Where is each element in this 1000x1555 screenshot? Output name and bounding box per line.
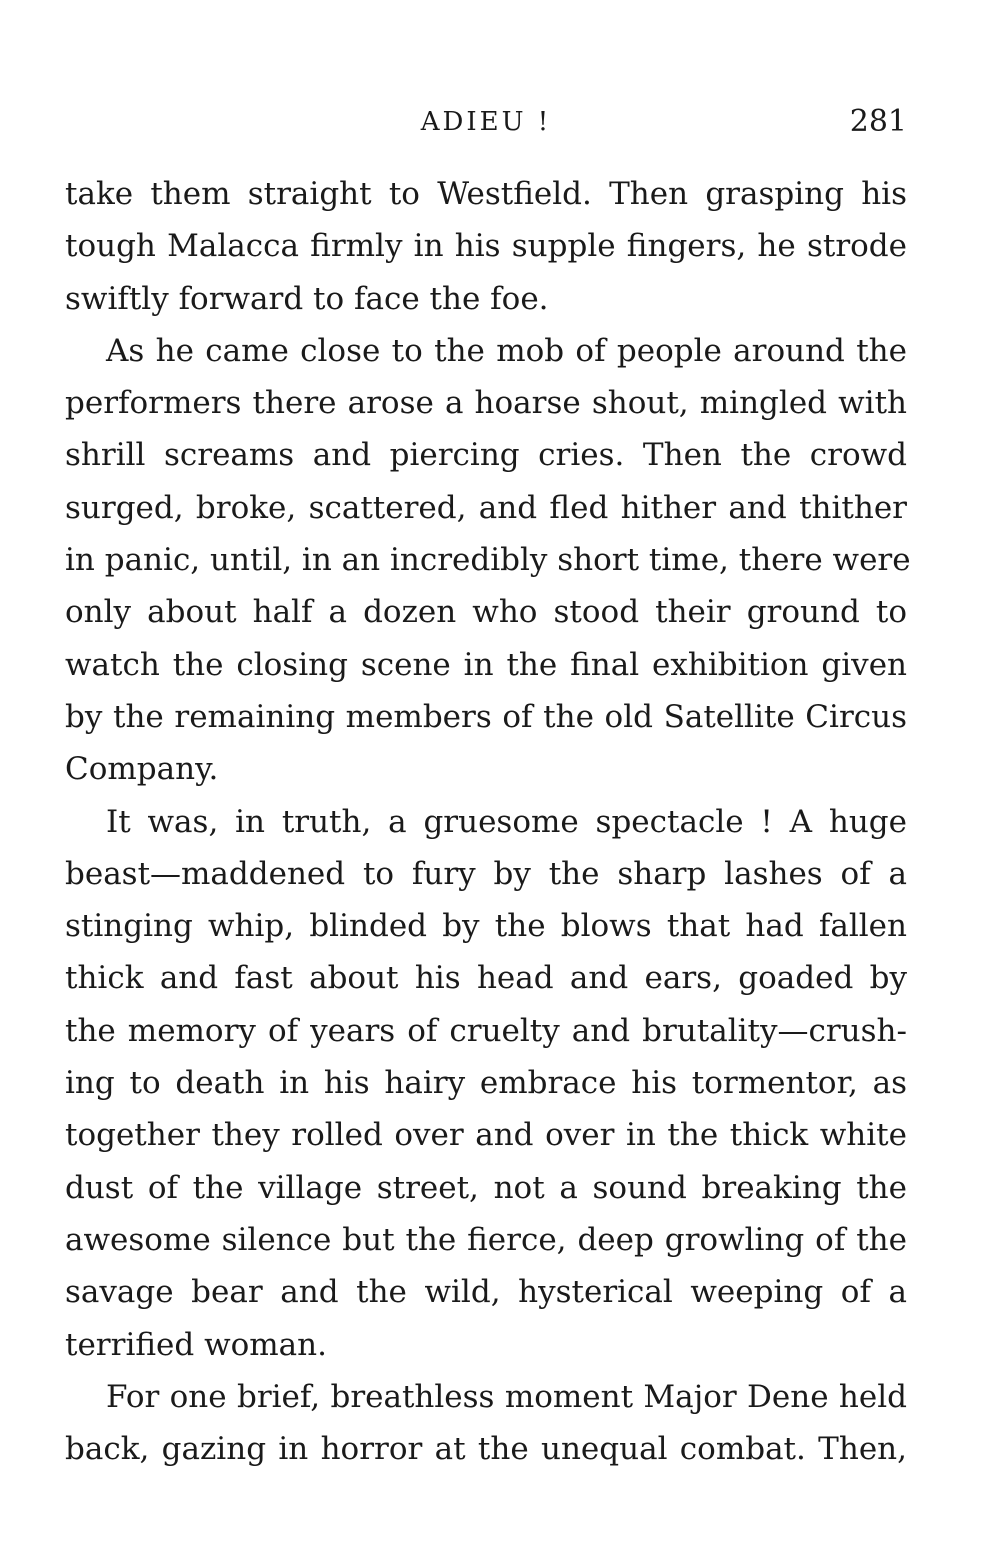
text-line: beast—maddened to fury by the sharp lashes of a bbox=[65, 855, 907, 892]
text-line: watch the closing scene in the final exhibition given bbox=[65, 646, 907, 683]
running-title: ADIEU ! bbox=[420, 107, 552, 137]
text-line: shrill screams and piercing cries. Then the crowd bbox=[65, 437, 907, 474]
page-number: 281 bbox=[849, 104, 907, 139]
text-line: It was, in truth, a gruesome spectacle ! A huge bbox=[106, 803, 907, 840]
text-line: ing to death in his hairy embrace his tormentor, as bbox=[65, 1065, 907, 1102]
text-line: in panic, until, in an incredibly short time, there were bbox=[65, 542, 911, 579]
text-line: dust of the village street, not a sound breaking the bbox=[65, 1169, 907, 1206]
text-line: by the remaining members of the old Satellite Circus bbox=[65, 698, 907, 735]
text-line: swiftly forward to face the foe. bbox=[65, 280, 549, 317]
text-line: Company. bbox=[65, 751, 219, 788]
text-line: performers there arose a hoarse shout, mingled with bbox=[65, 385, 907, 422]
text-line: take them straight to Westfield. Then grasping his bbox=[65, 176, 907, 212]
text-line: back, gazing in horror at the unequal combat. Then, bbox=[65, 1431, 907, 1468]
text-line: awesome silence but the fierce, deep growling of the bbox=[65, 1221, 907, 1258]
text-line: As he came close to the mob of people around the bbox=[106, 332, 907, 369]
text-line: surged, broke, scattered, and fled hither and thither bbox=[65, 489, 907, 526]
text-line: terrified woman. bbox=[65, 1326, 327, 1363]
text-line: tough Malacca firmly in his supple fingers, he strode bbox=[65, 228, 907, 265]
text-line: For one brief, breathless moment Major Dene held bbox=[106, 1378, 907, 1415]
text-line: the memory of years of cruelty and brutality—crush- bbox=[65, 1012, 907, 1049]
text-line: only about half a dozen who stood their ground to bbox=[65, 594, 907, 631]
running-head bbox=[65, 100, 907, 144]
text-line: savage bear and the wild, hysterical weeping of a bbox=[65, 1274, 907, 1311]
text-line: together they rolled over and over in the thick white bbox=[65, 1117, 907, 1154]
text-line: stinging whip, blinded by the blows that had fallen bbox=[65, 908, 907, 945]
text-line: thick and fast about his head and ears, goaded by bbox=[65, 960, 907, 997]
body-text bbox=[65, 168, 911, 1475]
